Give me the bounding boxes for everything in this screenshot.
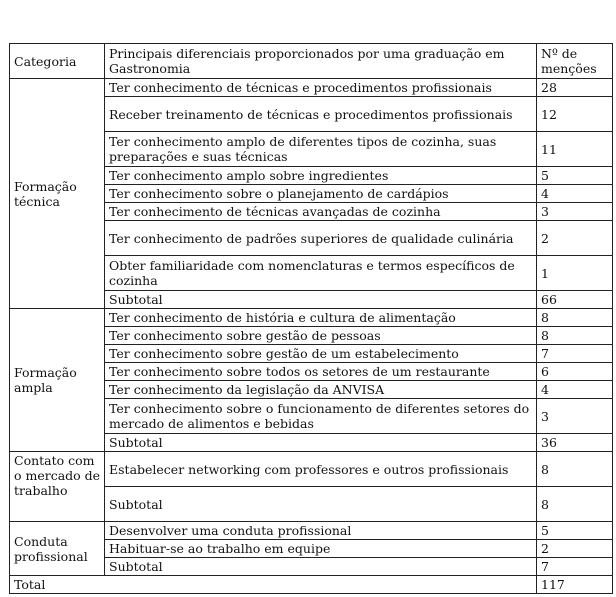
mentions-table — [9, 43, 613, 594]
subtotal-value: 36 — [537, 434, 613, 452]
subtotal-value: 66 — [537, 291, 613, 309]
total-label: Total — [10, 576, 537, 594]
category-cell: Formação técnica — [10, 79, 105, 309]
category-cell: Conduta profissional — [10, 522, 105, 576]
item-count: 8 — [537, 452, 613, 487]
item-count: 8 — [537, 309, 613, 327]
item-text: Obter familiaridade com nomenclaturas e termos específicos de cozinha — [105, 256, 537, 291]
item-count: 11 — [537, 132, 613, 167]
table-row — [10, 522, 613, 540]
item-text: Ter conhecimento sobre gestão de pessoas — [105, 327, 537, 345]
total-value: 117 — [537, 576, 613, 594]
category-cell: Contato com o mercado de trabalho — [10, 452, 105, 522]
item-text: Habituar-se ao trabalho em equipe — [105, 540, 537, 558]
item-text: Ter conhecimento de história e cultura de alimentação — [105, 309, 537, 327]
table-row — [10, 452, 613, 487]
header-row — [10, 44, 613, 79]
item-text: Ter conhecimento sobre o funcionamento de diferentes setores do mercado de alimentos e bebidas — [105, 399, 537, 434]
subtotal-label: Subtotal — [105, 434, 537, 452]
item-text: Estabelecer networking com professores e outros profissionais — [105, 452, 537, 487]
table-row — [10, 79, 613, 97]
item-count: 6 — [537, 363, 613, 381]
item-count: 7 — [537, 345, 613, 363]
item-count: 2 — [537, 221, 613, 256]
item-count: 3 — [537, 399, 613, 434]
item-count: 8 — [537, 327, 613, 345]
item-count: 2 — [537, 540, 613, 558]
item-count: 12 — [537, 97, 613, 132]
header-categoria: Categoria — [10, 44, 105, 79]
item-text: Receber treinamento de técnicas e procedimentos profissionais — [105, 97, 537, 132]
item-text: Ter conhecimento de técnicas e procedimentos profissionais — [105, 79, 537, 97]
header-diferenciais: Principais diferenciais proporcionados por uma graduação em Gastronomia — [105, 44, 537, 79]
table-row — [10, 309, 613, 327]
subtotal-label: Subtotal — [105, 291, 537, 309]
item-text: Ter conhecimento amplo sobre ingredientes — [105, 167, 537, 185]
item-count: 4 — [537, 185, 613, 203]
subtotal-label: Subtotal — [105, 558, 537, 576]
item-count: 3 — [537, 203, 613, 221]
item-text: Desenvolver uma conduta profissional — [105, 522, 537, 540]
item-count: 28 — [537, 79, 613, 97]
header-mencoes: Nº de menções — [537, 44, 613, 79]
item-text: Ter conhecimento sobre o planejamento de cardápios — [105, 185, 537, 203]
item-count: 5 — [537, 167, 613, 185]
item-text: Ter conhecimento amplo de diferentes tipos de cozinha, suas preparações e suas técnicas — [105, 132, 537, 167]
item-text: Ter conhecimento de padrões superiores de qualidade culinária — [105, 221, 537, 256]
total-row — [10, 576, 613, 594]
subtotal-value: 7 — [537, 558, 613, 576]
subtotal-label: Subtotal — [105, 487, 537, 522]
item-text: Ter conhecimento sobre gestão de um estabelecimento — [105, 345, 537, 363]
item-text: Ter conhecimento de técnicas avançadas de cozinha — [105, 203, 537, 221]
subtotal-value: 8 — [537, 487, 613, 522]
item-count: 5 — [537, 522, 613, 540]
item-count: 1 — [537, 256, 613, 291]
category-cell: Formação ampla — [10, 309, 105, 452]
item-count: 4 — [537, 381, 613, 399]
item-text: Ter conhecimento sobre todos os setores de um restaurante — [105, 363, 537, 381]
item-text: Ter conhecimento da legislação da ANVISA — [105, 381, 537, 399]
